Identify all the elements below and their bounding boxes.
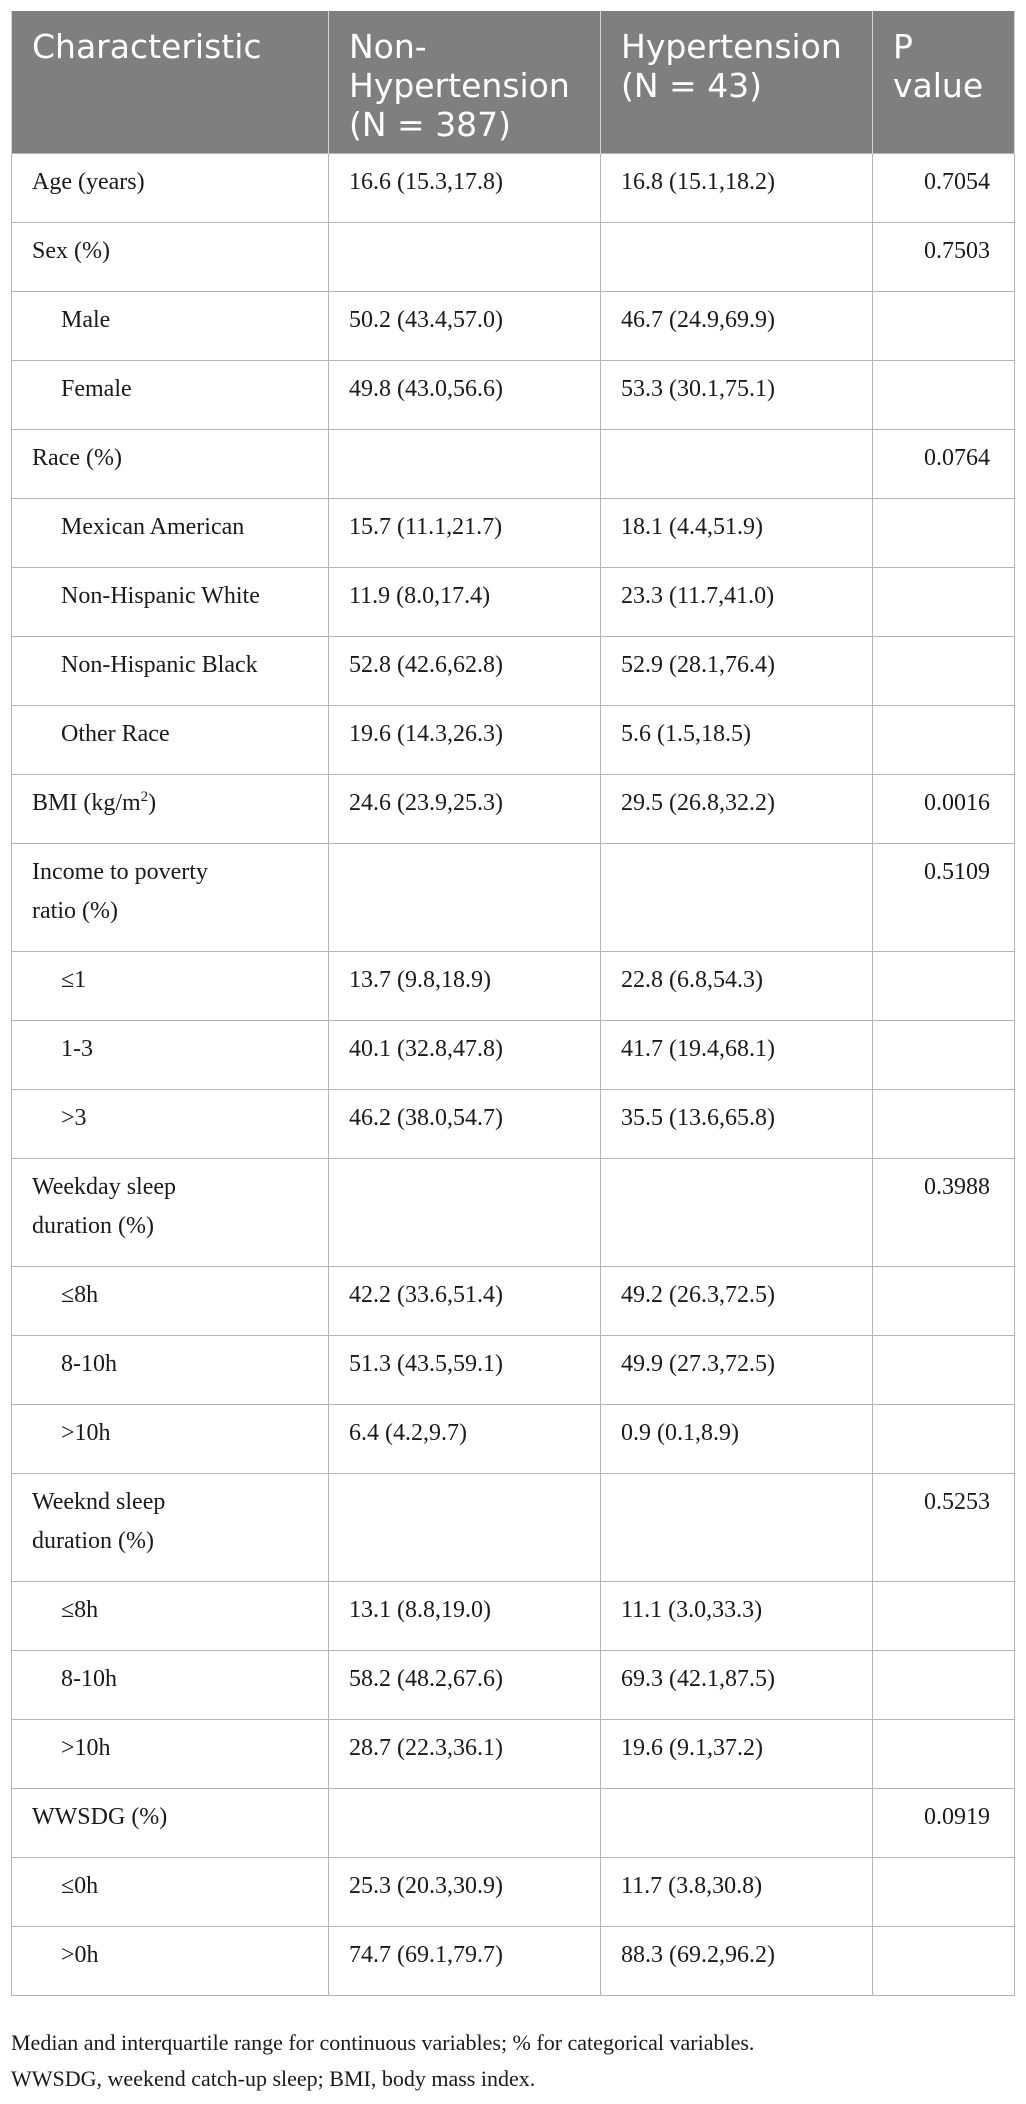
- row-label: [12, 951, 329, 1020]
- value-non-hypertension: 46.2 (38.0,54.7): [329, 1089, 601, 1158]
- header-hypertension-text: Hypertension (N = 43): [621, 27, 842, 105]
- row-label-superscript: 2: [140, 788, 149, 805]
- row-label: [12, 1266, 329, 1335]
- table-row: [12, 1719, 1015, 1788]
- characteristics-table: [11, 11, 1015, 1996]
- p-value: 0.0764: [873, 429, 1015, 498]
- row-label-text: Male: [61, 306, 111, 333]
- table-row: [12, 1788, 1015, 1857]
- p-value: [873, 291, 1015, 360]
- value-non-hypertension: [329, 1158, 601, 1266]
- value-hypertension: 52.9 (28.1,76.4): [601, 636, 873, 705]
- value-hypertension: [601, 429, 873, 498]
- row-label: [12, 567, 329, 636]
- value-non-hypertension: 11.9 (8.0,17.4): [329, 567, 601, 636]
- row-label-text: ≤1: [61, 966, 87, 993]
- p-value: [873, 951, 1015, 1020]
- row-label-text: ≤8h: [61, 1281, 99, 1308]
- row-label: [12, 360, 329, 429]
- value-hypertension: 19.6 (9.1,37.2): [601, 1719, 873, 1788]
- row-label-text: Mexican American: [61, 513, 245, 540]
- value-hypertension: 35.5 (13.6,65.8): [601, 1089, 873, 1158]
- value-non-hypertension: 42.2 (33.6,51.4): [329, 1266, 601, 1335]
- row-label: [12, 153, 329, 222]
- value-non-hypertension: 6.4 (4.2,9.7): [329, 1404, 601, 1473]
- value-hypertension: 11.7 (3.8,30.8): [601, 1857, 873, 1926]
- table-body: [12, 153, 1015, 1995]
- p-value: [873, 1020, 1015, 1089]
- header-p-value-text: P value: [893, 27, 984, 105]
- value-non-hypertension: 74.7 (69.1,79.7): [329, 1926, 601, 1995]
- row-label: [12, 1857, 329, 1926]
- row-label: [12, 1788, 329, 1857]
- value-non-hypertension: 52.8 (42.6,62.8): [329, 636, 601, 705]
- value-hypertension: 23.3 (11.7,41.0): [601, 567, 873, 636]
- value-hypertension: [601, 1788, 873, 1857]
- value-non-hypertension: 13.1 (8.8,19.0): [329, 1581, 601, 1650]
- table-row: [12, 1857, 1015, 1926]
- value-non-hypertension: [329, 222, 601, 291]
- value-non-hypertension: 50.2 (43.4,57.0): [329, 291, 601, 360]
- value-hypertension: 46.7 (24.9,69.9): [601, 291, 873, 360]
- row-label-text: Non-Hispanic Black: [61, 651, 258, 678]
- row-label: [12, 1404, 329, 1473]
- value-non-hypertension: 49.8 (43.0,56.6): [329, 360, 601, 429]
- value-non-hypertension: 16.6 (15.3,17.8): [329, 153, 601, 222]
- header-non-hypertension: [329, 11, 601, 153]
- row-label-text: Non-Hispanic White: [61, 582, 260, 609]
- value-non-hypertension: [329, 843, 601, 951]
- value-non-hypertension: [329, 1788, 601, 1857]
- row-label-text: Other Race: [61, 720, 170, 747]
- row-label: [12, 1719, 329, 1788]
- row-label-text: Weekday sleep duration (%): [32, 1173, 176, 1239]
- table-header-row: [12, 11, 1015, 153]
- row-label-text: Weeknd sleep duration (%): [32, 1488, 166, 1554]
- footnote-line-2: WWSDG, weekend catch-up sleep; BMI, body mass index.: [11, 2066, 536, 2091]
- row-label-text: 1-3: [61, 1035, 93, 1062]
- value-hypertension: 53.3 (30.1,75.1): [601, 360, 873, 429]
- row-label-text: 8-10h: [61, 1350, 117, 1377]
- table-row: [12, 1335, 1015, 1404]
- table-row: [12, 1266, 1015, 1335]
- table-row: [12, 1581, 1015, 1650]
- p-value: 0.7503: [873, 222, 1015, 291]
- value-non-hypertension: 25.3 (20.3,30.9): [329, 1857, 601, 1926]
- table-row: [12, 1926, 1015, 1995]
- p-value: [873, 705, 1015, 774]
- p-value: 0.0016: [873, 774, 1015, 843]
- table-footnote: [11, 2025, 1016, 2097]
- p-value: [873, 1857, 1015, 1926]
- value-hypertension: 49.2 (26.3,72.5): [601, 1266, 873, 1335]
- p-value: [873, 1650, 1015, 1719]
- p-value: [873, 1926, 1015, 1995]
- row-label: [12, 1473, 329, 1581]
- row-label-text: Income to poverty ratio (%): [32, 858, 208, 924]
- p-value: 0.3988: [873, 1158, 1015, 1266]
- p-value: 0.0919: [873, 1788, 1015, 1857]
- row-label: [12, 1650, 329, 1719]
- table-row: [12, 153, 1015, 222]
- value-hypertension: 16.8 (15.1,18.2): [601, 153, 873, 222]
- table-row: [12, 774, 1015, 843]
- row-label: [12, 498, 329, 567]
- row-label: [12, 1926, 329, 1995]
- value-non-hypertension: 24.6 (23.9,25.3): [329, 774, 601, 843]
- row-label-text: >3: [61, 1104, 87, 1131]
- p-value: [873, 567, 1015, 636]
- p-value: [873, 1404, 1015, 1473]
- value-hypertension: 22.8 (6.8,54.3): [601, 951, 873, 1020]
- row-label-text: BMI (kg/m: [32, 789, 141, 816]
- value-non-hypertension: 13.7 (9.8,18.9): [329, 951, 601, 1020]
- row-label-text: Age (years): [32, 168, 145, 195]
- row-label: [12, 1089, 329, 1158]
- value-hypertension: 69.3 (42.1,87.5): [601, 1650, 873, 1719]
- p-value: 0.5253: [873, 1473, 1015, 1581]
- header-hypertension: [601, 11, 873, 153]
- table-row: [12, 291, 1015, 360]
- table-row: [12, 429, 1015, 498]
- row-label: [12, 636, 329, 705]
- table-row: [12, 222, 1015, 291]
- table-row: [12, 1089, 1015, 1158]
- value-non-hypertension: 19.6 (14.3,26.3): [329, 705, 601, 774]
- header-characteristic: [12, 11, 329, 153]
- row-label-text: WWSDG (%): [32, 1803, 168, 1830]
- row-label-text: ≤8h: [61, 1596, 99, 1623]
- value-non-hypertension: [329, 1473, 601, 1581]
- row-label: [12, 1335, 329, 1404]
- row-label: [12, 291, 329, 360]
- value-non-hypertension: 28.7 (22.3,36.1): [329, 1719, 601, 1788]
- value-hypertension: 11.1 (3.0,33.3): [601, 1581, 873, 1650]
- table-row: [12, 360, 1015, 429]
- value-hypertension: 18.1 (4.4,51.9): [601, 498, 873, 567]
- value-non-hypertension: 58.2 (48.2,67.6): [329, 1650, 601, 1719]
- p-value: [873, 1335, 1015, 1404]
- value-hypertension: [601, 843, 873, 951]
- table-row: [12, 1158, 1015, 1266]
- value-hypertension: 29.5 (26.8,32.2): [601, 774, 873, 843]
- table-row: [12, 636, 1015, 705]
- p-value: [873, 1719, 1015, 1788]
- value-hypertension: [601, 222, 873, 291]
- value-hypertension: 5.6 (1.5,18.5): [601, 705, 873, 774]
- row-label: [12, 222, 329, 291]
- value-hypertension: 49.9 (27.3,72.5): [601, 1335, 873, 1404]
- row-label-text: >10h: [61, 1419, 111, 1446]
- header-p-value: [873, 11, 1015, 153]
- p-value: [873, 498, 1015, 567]
- table-row: [12, 498, 1015, 567]
- value-hypertension: 0.9 (0.1,8.9): [601, 1404, 873, 1473]
- value-non-hypertension: 51.3 (43.5,59.1): [329, 1335, 601, 1404]
- value-hypertension: 41.7 (19.4,68.1): [601, 1020, 873, 1089]
- value-hypertension: 88.3 (69.2,96.2): [601, 1926, 873, 1995]
- p-value: [873, 360, 1015, 429]
- value-hypertension: [601, 1473, 873, 1581]
- row-label-text: ≤0h: [61, 1872, 99, 1899]
- row-label-text: >0h: [61, 1941, 99, 1968]
- p-value: [873, 636, 1015, 705]
- table-row: [12, 567, 1015, 636]
- row-label-suffix: ): [148, 789, 157, 816]
- value-hypertension: [601, 1158, 873, 1266]
- table-row: [12, 951, 1015, 1020]
- row-label-text: >10h: [61, 1734, 111, 1761]
- header-characteristic-text: Characteristic: [32, 27, 262, 66]
- table-row: [12, 705, 1015, 774]
- row-label: [12, 843, 329, 951]
- row-label: [12, 1581, 329, 1650]
- row-label-text: 8-10h: [61, 1665, 117, 1692]
- header-non-hypertension-text: Non- Hypertension (N = 387): [349, 27, 570, 144]
- row-label: [12, 705, 329, 774]
- p-value: [873, 1089, 1015, 1158]
- row-label: [12, 1158, 329, 1266]
- value-non-hypertension: 15.7 (11.1,21.7): [329, 498, 601, 567]
- table-row: [12, 1473, 1015, 1581]
- row-label: [12, 1020, 329, 1089]
- table-row: [12, 1020, 1015, 1089]
- value-non-hypertension: 40.1 (32.8,47.8): [329, 1020, 601, 1089]
- p-value: [873, 1581, 1015, 1650]
- row-label: [12, 774, 329, 843]
- row-label-text: Female: [61, 375, 132, 402]
- footnote-line-1: Median and interquartile range for continuous variables; % for categorical variables.: [11, 2030, 755, 2055]
- p-value: [873, 1266, 1015, 1335]
- table-row: [12, 1404, 1015, 1473]
- table-row: [12, 1650, 1015, 1719]
- table-row: [12, 843, 1015, 951]
- value-non-hypertension: [329, 429, 601, 498]
- p-value: 0.5109: [873, 843, 1015, 951]
- row-label-text: Race (%): [32, 444, 122, 471]
- row-label: [12, 429, 329, 498]
- row-label-text: Sex (%): [32, 237, 110, 264]
- p-value: 0.7054: [873, 153, 1015, 222]
